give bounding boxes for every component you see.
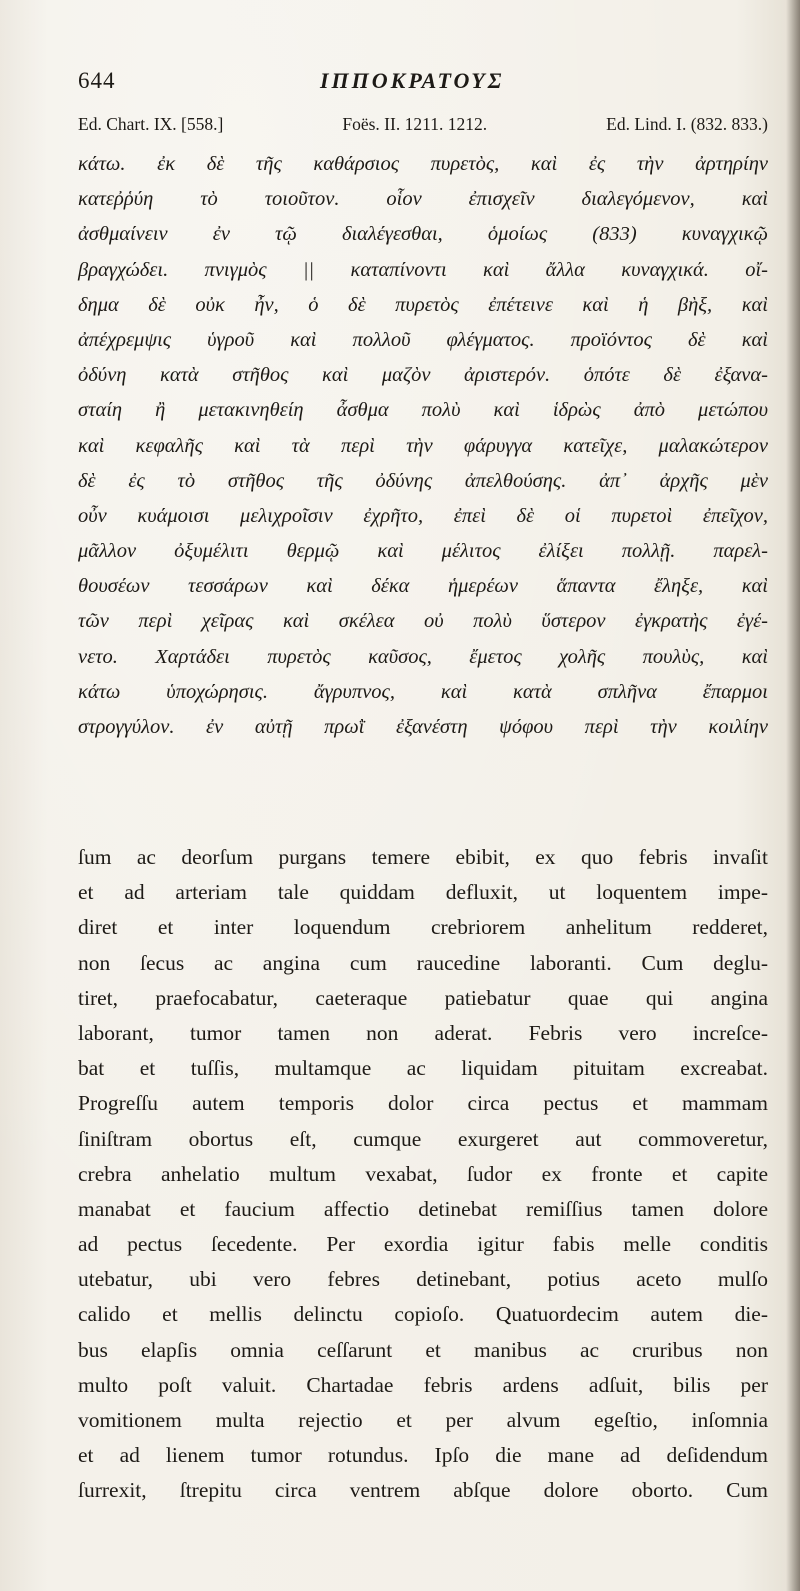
edition-reference: Ed. Lind. I. (832. 833.)	[606, 114, 768, 134]
latin-line: manabat et faucium affectio detinebat remiſſius tamen dolore	[78, 1196, 768, 1221]
greek-line: ἀσθμαίνειν ἐν τῷ διαλέγεσθαι, ὁμοίως (833) κυναγχικῷ	[78, 223, 768, 246]
greek-line: ἀπέχρεμψις ὑγροῦ καὶ πολλοῦ φλέγματος. προϊόντος δὲ καὶ	[78, 328, 768, 351]
greek-line: τῶν περὶ χεῖρας καὶ σκέλεα οὐ πολὺ ὕστερον ἐγκρατὴς ἐγέ-	[78, 610, 768, 633]
latin-line: ſurrexit, ſtrepitu circa ventrem abſque dolore oborto. Cum	[78, 1478, 768, 1503]
edition-reference: Ed. Chart. IX. [558.]	[78, 114, 224, 134]
greek-line: κάτω ὑποχώρησις. ἄγρυπνος, καὶ κατὰ σπλῆνα ἔπαρμοι	[78, 680, 768, 703]
latin-line: tiret, praefocabatur, caeteraque patiebatur quae qui angina	[78, 985, 768, 1010]
greek-line: βραγχώδει. πνιγμὸς || καταπίνοντι καὶ ἄλλα κυναγχικά. οἴ-	[78, 258, 768, 281]
latin-line: diret et inter loquendum crebriorem anhelitum redderet,	[78, 915, 768, 940]
latin-line: Progreſſu autem temporis dolor circa pectus et mammam	[78, 1091, 768, 1116]
latin-line: et ad lienem tumor rotundus. Ipſo die mane ad deſidendum	[78, 1443, 768, 1468]
greek-line: οὖν κυάμοισι μελιχροῖσιν ἐχρῆτο, ἐπεὶ δὲ οἱ πυρετοὶ ἐπεῖχον,	[78, 504, 768, 527]
edition-references	[78, 114, 768, 135]
greek-line: θουσέων τεσσάρων καὶ δέκα ἡμερέων ἅπαντα ἔληξε, καὶ	[78, 575, 768, 598]
greek-line: καὶ κεφαλῆς καὶ τὰ περὶ τὴν φάρυγγα κατεῖχε, μαλακώτερον	[78, 434, 768, 457]
page-edge-shadow	[786, 0, 800, 1591]
greek-line: κατεῤῥύη τὸ τοιοῦτον. οἷον ἐπισχεῖν διαλεγόμενον, καὶ	[78, 188, 768, 211]
latin-line: ſum ac deorſum purgans temere ebibit, ex quo febris invaſit	[78, 845, 768, 869]
latin-line: bus elapſis omnia ceſſarunt et manibus ac cruribus non	[78, 1337, 768, 1362]
page-header	[78, 68, 768, 102]
latin-line: calido et mellis delinctu copioſo. Quatuordecim autem die-	[78, 1302, 768, 1327]
latin-text-block	[78, 840, 768, 1509]
latin-line: laborant, tumor tamen non aderat. Febris vero increſce-	[78, 1020, 768, 1045]
greek-line: μᾶλλον ὀξυμέλιτι θερμῷ καὶ μέλιτος ἐλίξει πολλῇ. παρελ-	[78, 540, 768, 563]
page-number: 644	[78, 68, 116, 93]
running-title: ΙΠΠΟΚΡΑΤΟΥΣ	[320, 68, 505, 93]
greek-line: κάτω. ἐκ δὲ τῆς καθάρσιος πυρετὸς, καὶ ἐς τὴν ἀρτηρίην	[78, 153, 768, 175]
latin-line: vomitionem multa rejectio et per alvum egeſtio, inſomnia	[78, 1408, 768, 1432]
greek-text-block	[78, 147, 768, 745]
latin-line: bat et tuſſis, multamque ac liquidam pituitam excreabat.	[78, 1056, 768, 1081]
greek-line: ὀδύνη κατὰ στῆθος καὶ μαζὸν ἀριστερόν. ὁπότε δὲ ἐξανα-	[78, 364, 768, 387]
latin-line: et ad arteriam tale quiddam defluxit, ut loquentem impe-	[78, 880, 768, 905]
latin-line: utebatur, ubi vero febres detinebant, potius aceto mulſo	[78, 1267, 768, 1292]
latin-line: ſiniſtram obortus eſt, cumque exurgeret aut commoveretur,	[78, 1126, 768, 1151]
greek-line: δημα δὲ οὐκ ἦν, ὁ δὲ πυρετὸς ἐπέτεινε καὶ ἡ βὴξ, καὶ	[78, 293, 768, 316]
greek-line: δὲ ἐς τὸ στῆθος τῆς ὀδύνης ἀπελθούσης. ἀπ᾽ ἀρχῆς μὲν	[78, 469, 768, 492]
greek-line: νετο. Χαρτάδει πυρετὸς καῦσος, ἔμετος χολῆς πουλὺς, καὶ	[78, 645, 768, 668]
greek-line: σταίη ἢ μετακινηθείη ἆσθμα πολὺ καὶ ἱδρὼς ἀπὸ μετώπου	[78, 399, 768, 422]
latin-line: non ſecus ac angina cum raucedine laboranti. Cum deglu-	[78, 950, 768, 975]
latin-line: ad pectus ſecedente. Per exordia igitur fabis melle conditis	[78, 1232, 768, 1257]
latin-line: crebra anhelatio multum vexabat, ſudor ex fronte et capite	[78, 1161, 768, 1186]
latin-line: multo poſt valuit. Chartadae febris ardens adſuit, bilis per	[78, 1372, 768, 1397]
greek-line: στρογγύλον. ἐν αὐτῇ πρωῒ ἐξανέστη ψόφου περὶ τὴν κοιλίην	[78, 716, 768, 738]
edition-reference: Foës. II. 1211. 1212.	[342, 114, 488, 134]
